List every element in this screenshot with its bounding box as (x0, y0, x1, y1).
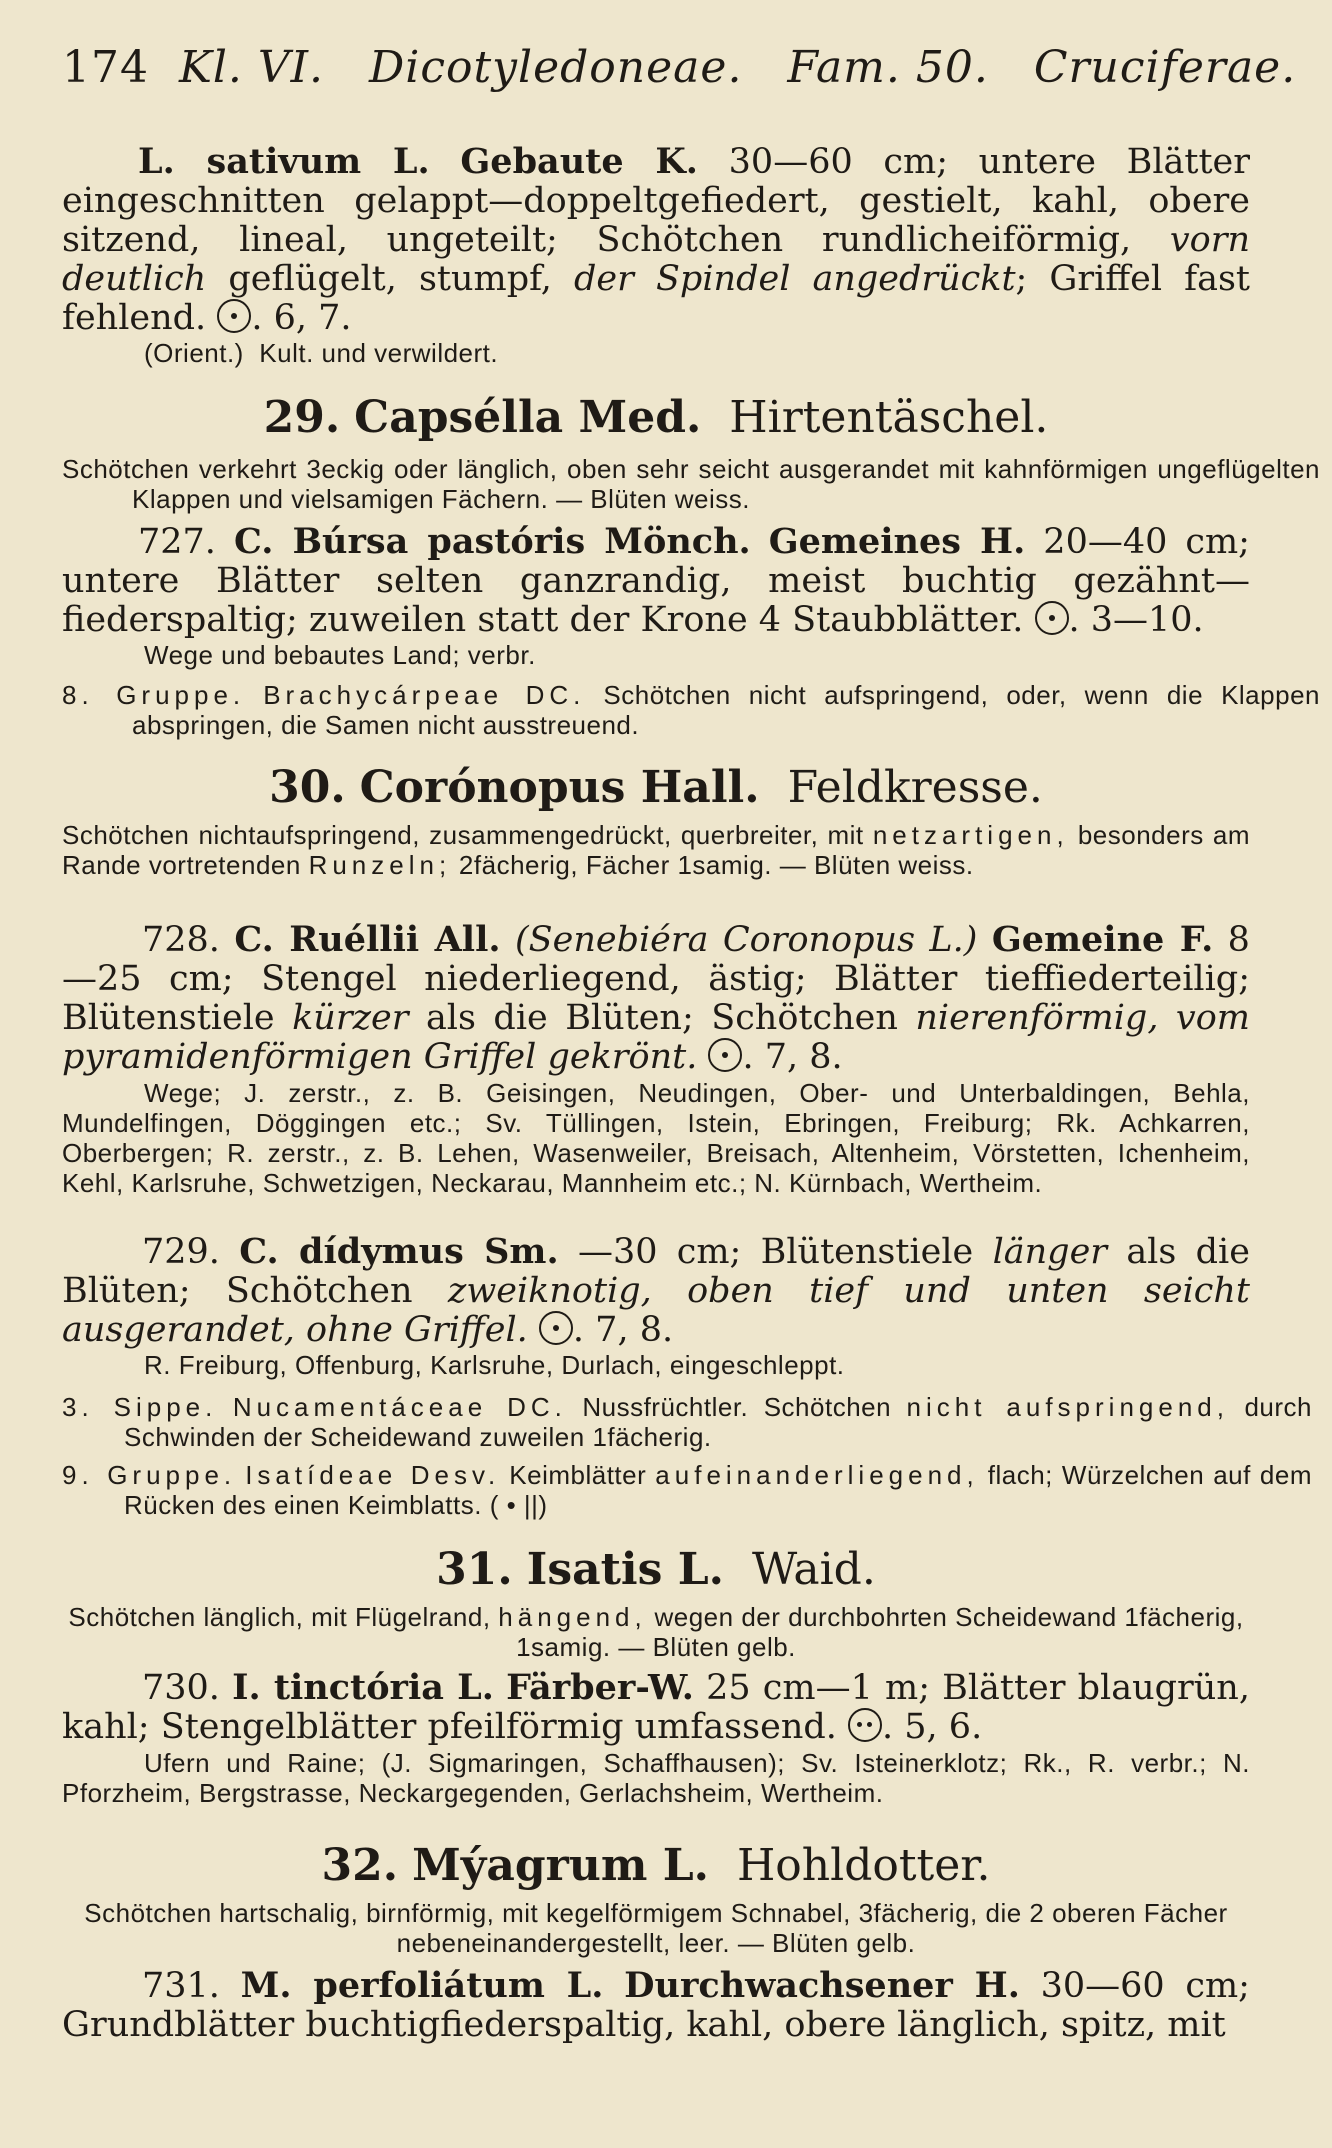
genus-heading-31 (62, 1544, 1250, 1595)
desc-part: besonders am Rande vortretenden (62, 820, 1250, 880)
genus-number: 32. (321, 1840, 399, 1891)
genus-heading-32 (62, 1840, 1250, 1891)
species-text-italic: der Spindel angedrückt (574, 259, 1016, 299)
group-text-spaced: aufeinanderliegend, (655, 1460, 979, 1490)
genus-description: Schötchen verkehrt 3eckig oder länglich, oben sehr seicht ausgerandet mit kahnförmigen ungeflügelten Klappen und vielsamigen Fächern. — Blüten weiss. (62, 454, 1320, 514)
family-name: Cruciferae. (1033, 42, 1297, 93)
species-entry-729 (62, 1232, 1250, 1350)
genus-description: Schötchen hartschalig, birnförmig, mit kegelförmigem Schnabel, 3fächerig, die 2 oberen Fächer nebeneinandergestellt, leer. — Blüten gelb. (84, 1898, 1228, 1958)
status-note: Kult. und verwildert. (259, 338, 499, 368)
species-text-italic: zweiknotig, oben tief und unten seicht ausgerandet, ohne Griffel. (62, 1271, 1250, 1350)
common-name: Durchwachsener H. (624, 1965, 1020, 2006)
running-header (62, 42, 1297, 93)
common-name: Färber-W. (506, 1667, 694, 1708)
species-text: als die Blüten; Schötchen (62, 1232, 1250, 1311)
species-number: 729. (142, 1232, 220, 1272)
common-name: Gemeines H. (768, 521, 1026, 562)
group-description: Schötchen nicht aufspringend, oder, wenn die Klappen abspringen, die Samen nicht ausstreuend. (132, 680, 1320, 740)
species-number: 731. (142, 1966, 220, 2006)
desc-part: Schötchen nichtaufspringend, zusammengedrückt, querbreiter, mit (62, 820, 864, 850)
genus-number: 31. (436, 1544, 513, 1595)
embryo-symbol: ( • ||) (489, 1490, 548, 1520)
species-number: 730. (142, 1668, 220, 1708)
habitat-note (62, 1350, 1332, 1380)
genus-name: Mýagrum L. (412, 1840, 709, 1891)
species-entry-728 (62, 920, 1250, 1077)
species-number: 727. (138, 522, 216, 562)
species-text: ; Griffel fast fehlend. (62, 259, 1250, 338)
flowering-months: . 5, 6. (882, 1707, 983, 1747)
habitat-note (62, 640, 1332, 670)
species-text-italic: kürzer (292, 998, 409, 1038)
group-text: Keimblätter (509, 1460, 647, 1490)
species-text: geflügelt, stumpf, (228, 259, 552, 299)
species-number: 728. (142, 920, 220, 960)
species-text: 30—60 cm; untere Blätter eingeschnitten gelappt—doppeltgefiedert, gestielt, kahl, obere sitzend, lineal, ungeteilt; Schötchen rundlicheiförmig, (62, 142, 1250, 260)
page-number: 174 (62, 42, 149, 93)
sippe-text-spaced: nicht aufspringend, (906, 1392, 1229, 1422)
flowering-months: . 7, 8. (572, 1310, 674, 1350)
genus-description-31 (62, 1602, 1250, 1662)
species-text: 30—60 cm; Grundblätter buchtigfiederspaltig, kahl, obere länglich, spitz, mit (62, 1966, 1250, 2045)
family-number: Fam. 50. (787, 42, 989, 93)
flowering-months: . 3—10. (1068, 600, 1204, 640)
genus-name: Corónopus Hall. (359, 762, 760, 813)
desc-part: 2fächerig, Fächer 1samig. — Blüten weiss. (458, 850, 974, 880)
desc-spaced: hängend, (498, 1602, 647, 1632)
genus-heading-29 (62, 392, 1250, 443)
species-name: C. Ruéllii All. (234, 919, 501, 960)
species-text-italic: vorn deutlich (62, 220, 1250, 299)
desc-part: Schötchen länglich, mit Flügelrand, (68, 1602, 491, 1632)
class-label: Kl. VI. (178, 42, 325, 93)
group-label: 8. Gruppe. (62, 680, 246, 710)
habitat: R. Freiburg, Offenburg, Karlsruhe, Durlach, eingeschleppt. (144, 1350, 845, 1380)
species-entry-sativum (62, 142, 1250, 338)
habitat: Wege; J. zerstr., z. B. Geisingen, Neudingen, Ober- und Unterbaldingen, Behla, Mundelfingen, Döggingen etc.; Sv. Tüllingen, Istein, Ebringen, Freiburg; Rk. Achkarren, Oberbergen; R. zerstr., z. B. Lehen, Wasenweiler, Breisach, Altenheim, Vörstetten, Ichenheim, Kehl, Karlsruhe, Schwetzigen, Neckarau, Mannheim etc.; N. Kürnbach, Wertheim. (62, 1078, 1250, 1198)
sippe-text: Nussfrüchtler. Schötchen (582, 1392, 892, 1422)
species-text-italic: länger (992, 1232, 1108, 1272)
sippe-3 (62, 1392, 1312, 1452)
species-text: 25 cm—1 m; Blätter blaugrün, kahl; Stengelblätter pfeilförmig umfassend. (62, 1668, 1250, 1747)
flowering-months: . 6, 7. (251, 298, 352, 338)
flowering-months: . 7, 8. (742, 1037, 843, 1077)
desc-spaced: netzartigen, (872, 820, 1069, 850)
common-name: Gemeine F. (991, 919, 1214, 960)
sippe-name: Nucamentáceae DC. (232, 1392, 567, 1422)
group-8 (62, 680, 1320, 740)
species-note (62, 338, 1332, 368)
species-name: C. Búrsa pastóris Mönch. (233, 521, 751, 562)
genus-name: Capsélla Med. (354, 392, 702, 443)
species-text: 8—25 cm; Stengel niederliegend, ästig; Blätter tieffiederteilig; Blütenstiele (62, 920, 1250, 1038)
annual-symbol-icon (539, 1311, 573, 1345)
genus-common-name: Feldkresse. (787, 762, 1043, 813)
habitat: Wege und bebautes Land; verbr. (144, 640, 536, 670)
species-text: als die Blüten; Schötchen (425, 998, 898, 1038)
genus-description-32 (62, 1898, 1250, 1958)
sippe-text: durch Schwinden der Scheidewand zuweilen 1fächerig. (124, 1392, 1312, 1452)
habitat-note (62, 1748, 1250, 1808)
desc-spaced: Runzeln; (308, 850, 452, 880)
sippe-label: 3. Sippe. (62, 1392, 218, 1422)
genus-number: 29. (263, 392, 341, 443)
species-text-italic: nierenförmig, vom pyramidenförmigen Griffel gekrönt. (62, 998, 1250, 1077)
annual-symbol-icon (217, 299, 251, 333)
biennial-symbol-icon (848, 1708, 882, 1742)
species-entry-730 (62, 1668, 1250, 1747)
synonym: (Senebiéra Coronopus L.) (514, 920, 978, 960)
genus-common-name: Hohldotter. (736, 1840, 991, 1891)
species-name: M. perfoliátum L. (240, 1965, 604, 2006)
genus-common-name: Hirtentäschel. (729, 392, 1049, 443)
group-name: Isatídeae Desv. (245, 1460, 501, 1490)
desc-part: wegen der durchbohrten Scheidewand 1fächerig, 1samig. — Blüten gelb. (516, 1602, 1244, 1662)
common-name: Gebaute K. (460, 141, 698, 182)
species-text: —30 cm; Blütenstiele (577, 1232, 974, 1272)
genus-description-29 (62, 454, 1320, 514)
annual-symbol-icon (1035, 601, 1069, 635)
species-name: C. dídymus Sm. (239, 1231, 559, 1272)
genus-heading-30 (62, 762, 1250, 813)
species-name: I. tinctória L. (232, 1667, 494, 1708)
group-name: Brachycárpeae DC. (263, 680, 586, 710)
habitat: Ufern und Raine; (J. Sigmaringen, Schaffhausen); Sv. Isteinerklotz; Rk., R. verbr.; N. Pforzheim, Bergstrasse, Neckargegenden, Gerlachsheim, Wertheim. (62, 1748, 1250, 1808)
group-text: flach; Würzelchen auf dem Rücken des einen Keimblatts. (124, 1460, 1312, 1520)
genus-number: 30. (269, 762, 346, 813)
species-text: 20—40 cm; untere Blätter selten ganzrandig, meist buchtig gezähnt—fiederspaltig; zuweilen statt der Krone 4 Staubblätter. (62, 522, 1250, 640)
habitat-note (62, 1078, 1250, 1198)
genus-description-30 (62, 820, 1250, 880)
species-entry-731 (62, 1966, 1250, 2045)
species-name: L. sativum L. (138, 141, 430, 182)
group-label: 9. Gruppe. (62, 1460, 237, 1490)
origin-note: (Orient.) (144, 338, 244, 368)
group-9 (62, 1460, 1312, 1520)
division-label: Dicotyledoneae. (369, 42, 743, 93)
genus-name: Isatis L. (526, 1544, 724, 1595)
annual-symbol-icon (708, 1038, 742, 1072)
genus-common-name: Waid. (751, 1544, 876, 1595)
species-entry-727 (62, 522, 1250, 640)
